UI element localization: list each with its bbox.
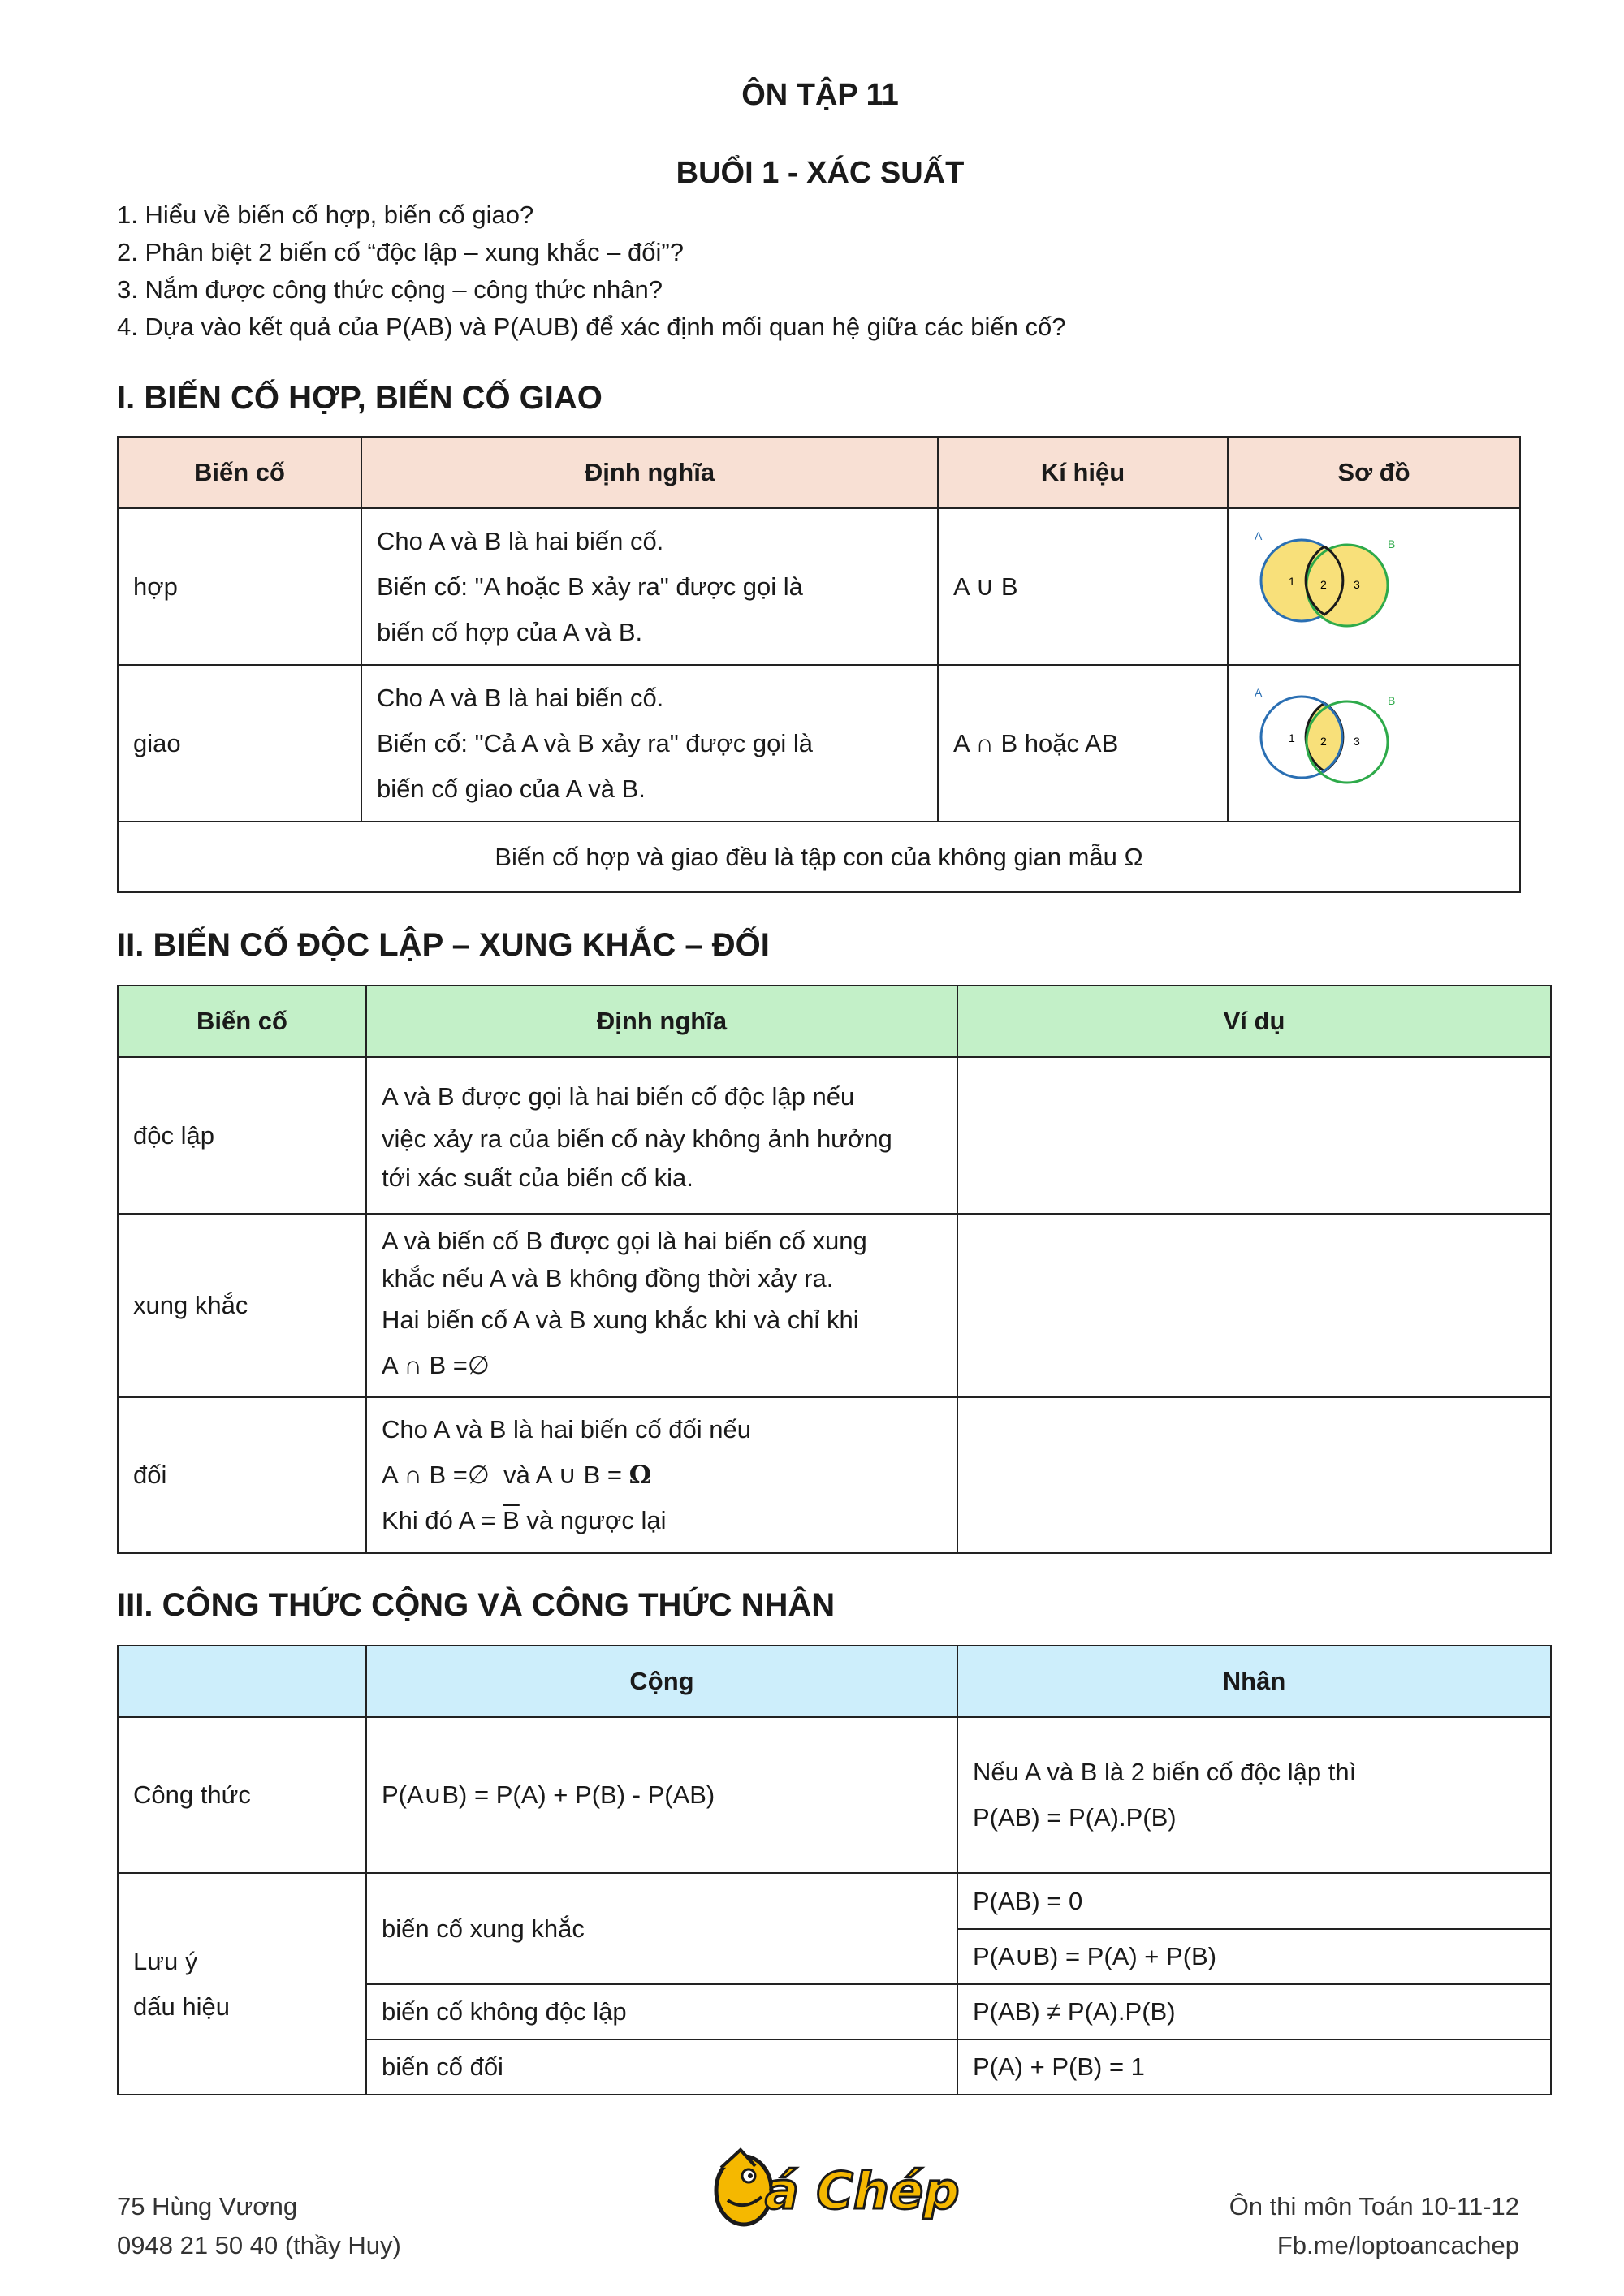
definition-line: Biến cố: "A hoặc B xảy ra" được gọi là [377, 572, 803, 601]
independence-table [117, 985, 1552, 1554]
symbol-cell: A ∪ B [938, 508, 1228, 665]
condition-cell: biến cố đối [366, 2039, 957, 2095]
multiplication-formula [957, 1717, 1551, 1873]
definition-line: việc xảy ra của biến cố này không ảnh hưởng [382, 1124, 892, 1153]
definition-line: khắc nếu A và B không đồng thời xảy ra. [382, 1264, 834, 1293]
definition-line: tới xác suất của biến cố kia. [382, 1163, 693, 1192]
table-row [118, 1873, 1551, 1929]
page-subtitle: BUỔI 1 - XÁC SUẤT [676, 156, 965, 190]
result-cell: P(A) + P(B) = 1 [957, 2039, 1551, 2095]
diagram-cell [1228, 665, 1520, 822]
set-a-label: A [1255, 685, 1263, 699]
logo-text: á Chép [765, 2161, 960, 2220]
table-row [118, 1214, 1551, 1397]
definition-line: biến cố hợp của A và B. [377, 617, 643, 646]
definition-cell [366, 1214, 957, 1397]
result-cell: P(A∪B) = P(A) + P(B) [957, 1929, 1551, 1984]
formula-table [117, 1645, 1552, 2095]
footer-right [1229, 2187, 1519, 2265]
region-3: 3 [1354, 577, 1360, 591]
definition-text: và ngược lại [519, 1506, 667, 1534]
definition-line: Cho A và B là hai biến cố đối nếu [382, 1415, 751, 1444]
region-2: 2 [1320, 734, 1327, 748]
footer-course: Ôn thi môn Toán 10-11-12 [1229, 2192, 1519, 2220]
definition-text: Khi đó A = [382, 1506, 503, 1534]
result-cell: P(AB) ≠ P(A).P(B) [957, 1984, 1551, 2039]
table-header-row [118, 1646, 1551, 1717]
set-b-circle [1307, 545, 1388, 626]
table-row [118, 508, 1520, 665]
result-cell: P(AB) = 0 [957, 1873, 1551, 1929]
event-name: độc lập [118, 1057, 366, 1214]
row-label-line: Lưu ý [133, 1946, 198, 1975]
column-header: Định nghĩa [366, 986, 957, 1057]
objective-item: 1. Hiểu về biến cố hợp, biến cố giao? [117, 201, 534, 229]
table-row [118, 1397, 1551, 1553]
definition-line: A và B được gọi là hai biến cố độc lập nếu [382, 1081, 855, 1111]
table-row [118, 665, 1520, 822]
event-name: đối [118, 1397, 366, 1553]
table-row [118, 1717, 1551, 1873]
definition-line: A ∩ B =∅ [382, 1351, 490, 1379]
table-note-row [118, 822, 1520, 892]
example-cell [957, 1214, 1551, 1397]
footer-phone: 0948 21 50 40 (thầy Huy) [117, 2231, 401, 2259]
section-heading: III. CÔNG THỨC CỘNG VÀ CÔNG THỨC NHÂN [117, 1587, 836, 1623]
row-label: Công thức [118, 1717, 366, 1873]
table-note: Biến cố hợp và giao đều là tập con của không gian mẫu Ω [118, 822, 1520, 892]
column-header: Sơ đồ [1228, 437, 1520, 508]
event-name: giao [118, 665, 361, 822]
symbol-cell: A ∩ B hoặc AB [938, 665, 1228, 822]
footer-left [117, 2187, 401, 2265]
objective-item: 3. Nắm được công thức cộng – công thức nhân? [117, 275, 663, 304]
column-header: Cộng [366, 1646, 957, 1717]
definition-cell [361, 508, 938, 665]
diagram-cell [1228, 508, 1520, 665]
definition-cell [366, 1397, 957, 1553]
example-cell [957, 1057, 1551, 1214]
definition-line: Cho A và B là hai biến cố. [377, 526, 664, 555]
set-b-label: B [1388, 537, 1396, 550]
definition-line: biến cố giao của A và B. [377, 774, 646, 803]
region-1: 1 [1289, 731, 1295, 744]
table-header-row [118, 986, 1551, 1057]
objective-item: 2. Phân biệt 2 biến cố “độc lập – xung khắc – đối”? [117, 238, 684, 266]
definition-line: A và biến cố B được gọi là hai biến cố xung [382, 1227, 867, 1255]
omega-symbol: Ω [628, 1461, 652, 1490]
footer-address: 75 Hùng Vương [117, 2192, 298, 2220]
table-header-row [118, 437, 1520, 508]
set-b-label: B [1388, 693, 1396, 707]
definition-line: Hai biến cố A và B xung khắc khi và chỉ khi [382, 1306, 859, 1334]
formula-line: P(AB) = P(A).P(B) [973, 1803, 1177, 1832]
column-header: Ví dụ [957, 986, 1551, 1057]
condition-cell: biến cố không độc lập [366, 1984, 957, 2039]
footer-facebook-link[interactable]: Fb.me/loptoancachep [1276, 2231, 1519, 2259]
region-2: 2 [1320, 577, 1327, 591]
column-header [118, 1646, 366, 1717]
column-header: Kí hiệu [938, 437, 1228, 508]
definition-line: Biến cố: "Cả A và B xảy ra" được gọi là [377, 728, 813, 757]
objectives-list [117, 196, 1065, 346]
definition-line: Cho A và B là hai biến cố. [377, 683, 664, 712]
column-header: Biến cố [118, 986, 366, 1057]
intersection-venn-diagram [1243, 684, 1406, 797]
page-title: ÔN TẬP 11 [741, 78, 899, 112]
definition-text: A ∩ B =∅ và A ∪ B = [382, 1461, 629, 1489]
column-header: Định nghĩa [361, 437, 938, 508]
union-intersection-table [117, 436, 1521, 893]
definition-cell [366, 1057, 957, 1214]
complement-b: $\overline{B}$ [503, 1506, 520, 1534]
logo [705, 2143, 960, 2234]
objective-item: 4. Dựa vào kết quả của P(AB) và P(AUB) để xác định mối quan hệ giữa các biến cố? [117, 313, 1066, 341]
union-venn-diagram [1243, 527, 1406, 641]
definition-line [382, 1452, 942, 1498]
region-3: 3 [1354, 734, 1360, 748]
event-name: hợp [118, 508, 361, 665]
example-cell [957, 1397, 1551, 1553]
row-label-line: dấu hiệu [133, 1992, 230, 2021]
table-row [118, 1057, 1551, 1214]
set-a-label: A [1255, 529, 1263, 542]
section-heading: II. BIẾN CỐ ĐỘC LẬP – XUNG KHẮC – ĐỐI [117, 927, 770, 963]
column-header: Biến cố [118, 437, 361, 508]
formula-line: Nếu A và B là 2 biến cố độc lập thì [973, 1758, 1357, 1786]
condition-cell: biến cố xung khắc [366, 1873, 957, 1984]
addition-formula: P(A∪B) = P(A) + P(B) - P(AB) [366, 1717, 957, 1873]
region-1: 1 [1289, 574, 1295, 588]
definition-line [382, 1498, 942, 1543]
row-label [118, 1873, 366, 2095]
event-name: xung khắc [118, 1214, 366, 1397]
column-header: Nhân [957, 1646, 1551, 1717]
definition-cell [361, 665, 938, 822]
section-heading: I. BIẾN CỐ HỢP, BIẾN CỐ GIAO [117, 380, 603, 416]
